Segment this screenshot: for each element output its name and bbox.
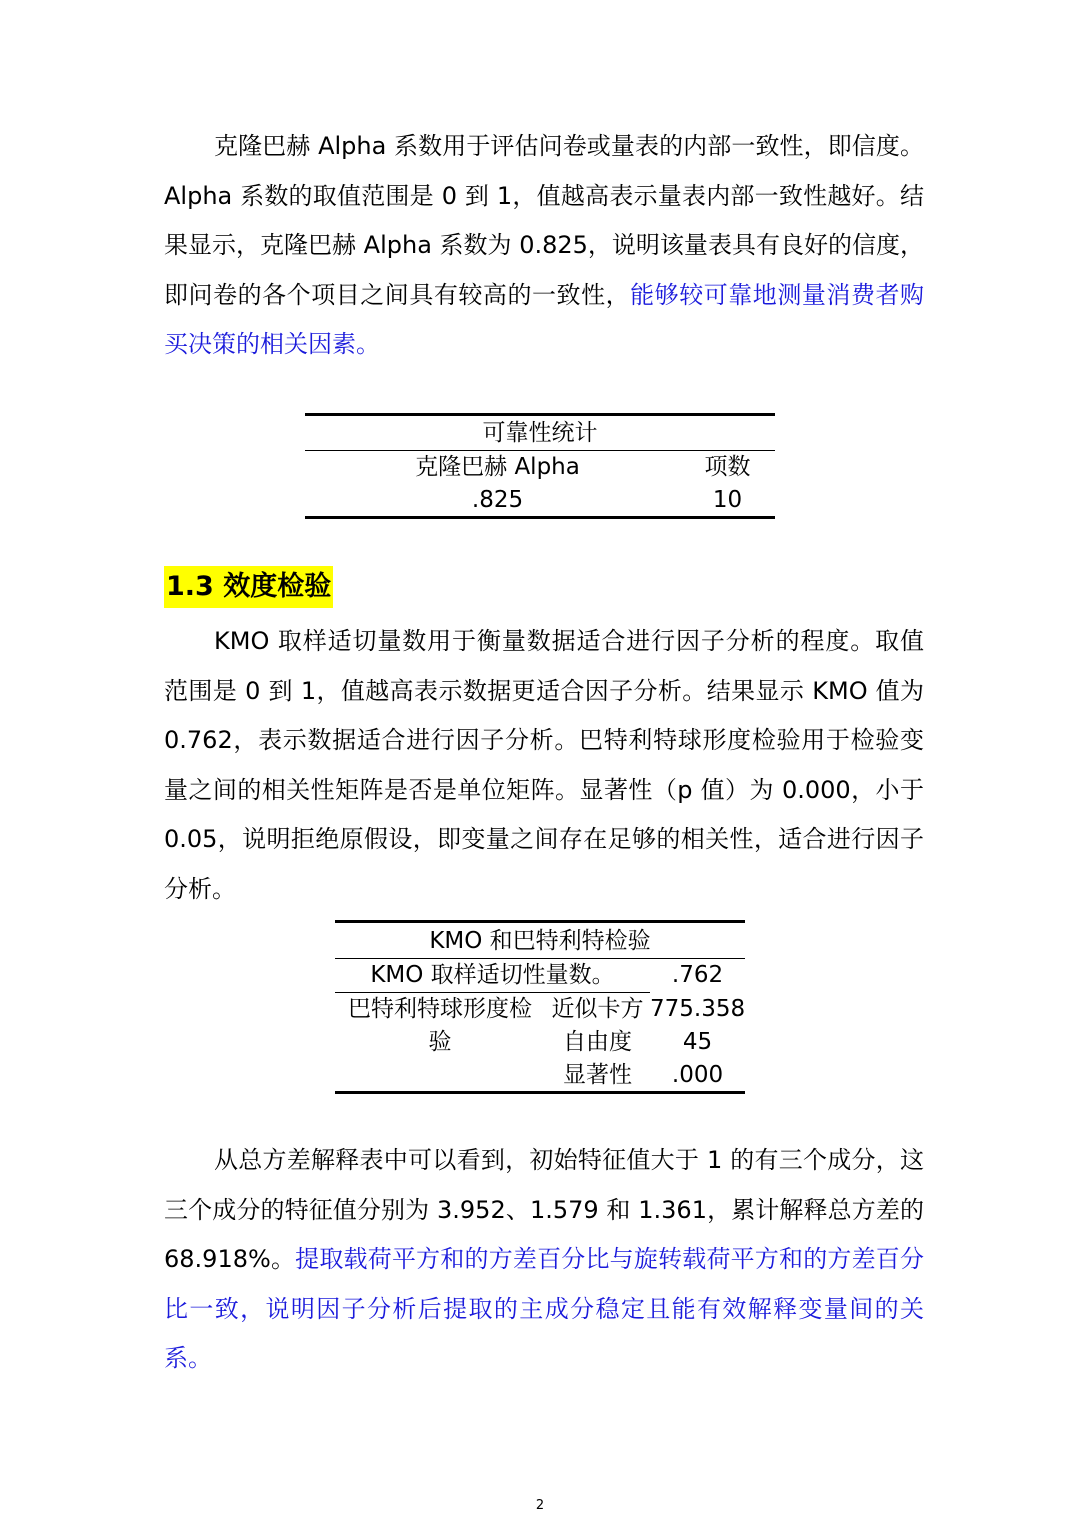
paragraph-reliability-highlight: 能够较可靠地测量消费者购买决策的相关因素。 (164, 280, 925, 358)
paragraph-validity-text: KMO 取样适切量数用于衡量数据适合进行因子分析的程度。取值范围是 0 到 1，值越高表示数据更适合因子分析。结果显示 KMO 值为 0.762，表示数据适合进行因子分析。巴特利特球形度检验用于检验变量之间的相关性矩阵是否是单位矩阵。显著性（p 值）为 0.000，小于 0.05，说明拒绝原假设，即变量之间存在足够的相关性，适合进行因子分析。 (164, 627, 924, 903)
significance-value: .000 (671, 1062, 724, 1088)
paragraph-reliability (164, 122, 924, 370)
paragraph-validity (164, 617, 924, 914)
paragraph-variance (164, 1136, 924, 1384)
chi-square-label: 近似卡方 (551, 996, 644, 1022)
paragraph-reliability-text: 克隆巴赫 Alpha 系数用于评估问卷或量表的内部一致性，即信度。Alpha 系数的取值范围是 0 到 1，值越高表示量表内部一致性越好。结果显示，克隆巴赫 Alpha 系数为 0.825，说明该量表具有良好的信度，即问卷的各个项目之间具有较高的一致性， (164, 132, 924, 309)
degrees-freedom-label: 自由度 (563, 1029, 632, 1055)
reliability-col-alpha-header: 克隆巴赫 Alpha (415, 454, 580, 480)
page-number: 2 (535, 1498, 545, 1513)
kmo-measure-value: .762 (671, 962, 724, 988)
bartlett-label-line1: 巴特利特球形度检 (348, 996, 532, 1022)
reliability-table-title: 可靠性统计 (482, 420, 598, 446)
kmo-table-top-rule (335, 920, 745, 923)
significance-label: 显著性 (563, 1062, 632, 1088)
bartlett-label-line2: 验 (428, 1029, 452, 1055)
degrees-freedom-value: 45 (682, 1029, 713, 1055)
chi-square-value: 775.358 (650, 996, 746, 1022)
reliability-alpha-value: .825 (471, 487, 524, 513)
paragraph-variance-text: 从总方差解释表中可以看到，初始特征值大于 1 的有三个成分，这三个成分的特征值分别为 3.952、1.579 和 1.361，累计解释总方差的 68.918%。 (164, 1146, 924, 1273)
reliability-col-items-header: 项数 (704, 454, 751, 480)
table-bottom-rule (305, 516, 775, 519)
kmo-table-bottom-rule (335, 1091, 745, 1094)
kmo-table-title: KMO 和巴特利特检验 (429, 928, 651, 954)
paragraph-variance-highlight: 提取载荷平方和的方差百分比与旋转载荷平方和的方差百分比一致，说明因子分析后提取的主成分稳定且能有效解释变量间的关系。 (164, 1245, 925, 1372)
reliability-item-count: 10 (712, 487, 743, 513)
table-top-rule (305, 413, 775, 416)
section-heading-validity: 1.3 效度检验 (164, 566, 333, 608)
kmo-measure-label: KMO 取样适切性量数。 (370, 962, 615, 988)
